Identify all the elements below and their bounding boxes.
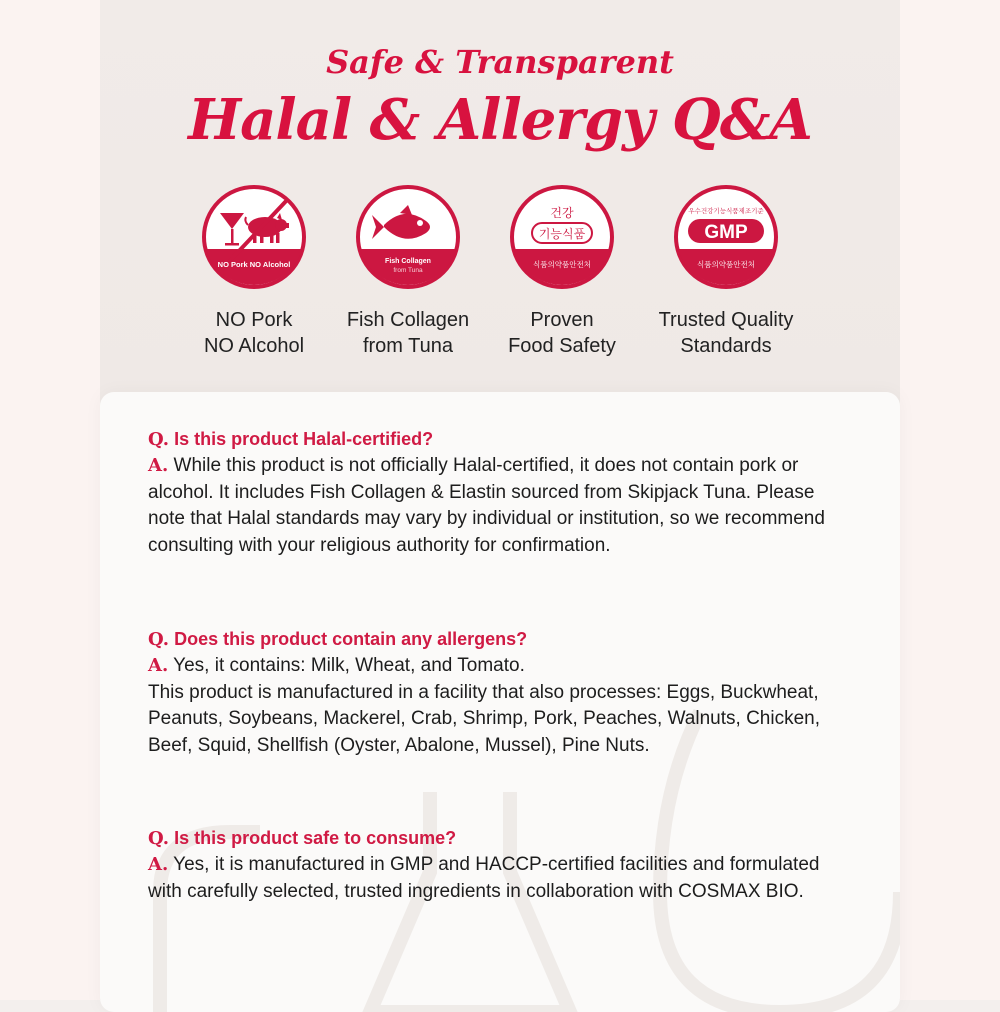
answer-text: While this product is not officially Halal-certified, it does not contain pork or alcohol. It includes Fish Collagen & Elastin sourced from Skipjack Tuna. Please note that Halal standards may vary by individual or institution, so we recommend consulting with your religious authority for confirmation.	[148, 455, 825, 556]
ring-text-gmp-mid: GMP	[704, 222, 748, 243]
ring-text-health-top: 건강	[550, 206, 574, 220]
ring-text-gmp-bottom: 식품의약품안전처	[697, 260, 755, 269]
badge-label-fish-collagen: Fish Collagen from Tuna	[346, 309, 470, 357]
qa-item-allergens	[148, 626, 848, 759]
badge-label-no-pork: NO Pork NO Alcohol	[203, 309, 305, 357]
answer-allergens-facility: This product is manufactured in a facility that also processes: Eggs, Buckwheat, Peanuts, Soybeans, Mackerel, Crab, Shrimp, Pork, Peaches, Walnuts, Chicken, Beef, Squid, Shellfish (Oyster, Abalone, Mussel), Pine Nuts.	[148, 681, 820, 756]
answer-safety	[148, 852, 848, 905]
a-mark: A.	[148, 455, 169, 476]
left-margin	[0, 0, 100, 1000]
question-text: Is this product Halal-certified?	[174, 429, 434, 449]
question-halal	[148, 426, 848, 453]
answer-halal	[148, 453, 848, 559]
ring-text-fish-2: from Tuna	[393, 267, 423, 274]
ring-text-health-mid: 기능식품	[538, 227, 586, 241]
health-functional-food-icon	[508, 183, 616, 291]
question-safety	[148, 825, 848, 852]
badge-label-food-safety: Proven Food Safety	[508, 309, 616, 357]
ring-text-fish-1: Fish Collagen	[385, 258, 431, 265]
answer-text: Yes, it is manufactured in GMP and HACCP-certified facilities and formulated with carefully selected, trusted ingredients in collaboration with COSMAX BIO.	[148, 854, 820, 902]
ring-text-health-bottom: 식품의약품안전처	[533, 260, 591, 269]
page-title: Halal & Allergy Q&A	[188, 87, 812, 153]
q-mark: Q.	[148, 429, 170, 450]
qa-item-safety	[148, 825, 848, 905]
q-mark: Q.	[148, 629, 170, 650]
no-pork-alcohol-icon	[200, 183, 308, 291]
a-mark: A.	[148, 655, 169, 676]
question-allergens	[148, 626, 848, 653]
badge-gmp	[621, 183, 831, 359]
badge-label-gmp: Trusted Quality Standards	[658, 309, 794, 357]
ring-text-no-pork: NO Pork NO Alcohol	[217, 260, 291, 269]
question-text: Is this product safe to consume?	[174, 828, 457, 848]
a-mark: A.	[148, 854, 169, 875]
question-text: Does this product contain any allergens?	[174, 629, 528, 649]
gmp-icon	[672, 183, 780, 291]
page-subtitle: Safe & Transparent	[326, 43, 674, 81]
answer-text: Yes, it contains: Milk, Wheat, and Tomato.	[173, 655, 525, 676]
qa-item-halal	[148, 426, 848, 559]
right-margin	[900, 0, 1000, 1000]
answer-allergens	[148, 653, 848, 680]
fish-collagen-icon	[354, 183, 462, 291]
ring-text-gmp-top: 우수건강기능식품제조기준	[688, 207, 764, 215]
q-mark: Q.	[148, 828, 170, 849]
